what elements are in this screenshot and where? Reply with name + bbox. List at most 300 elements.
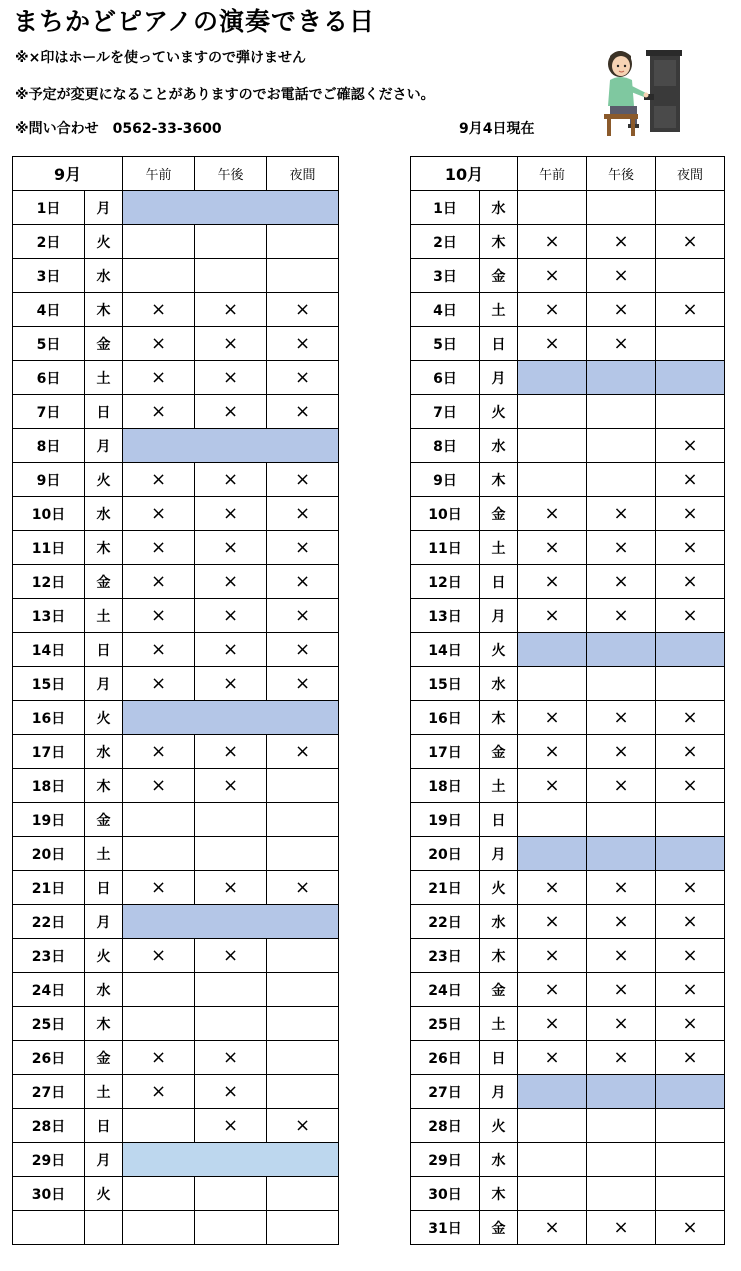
slot-am-cell (518, 463, 587, 497)
table-row (411, 531, 725, 565)
slot-am-cell: × (123, 565, 195, 599)
weekday-cell: 金 (85, 327, 123, 361)
slot-am-cell: × (123, 361, 195, 395)
day-cell: 9日 (411, 463, 480, 497)
day-cell: 25日 (13, 1007, 85, 1041)
slot-pm-cell (587, 667, 656, 701)
day-cell: 26日 (411, 1041, 480, 1075)
day-cell: 2日 (13, 225, 85, 259)
day-cell: 29日 (13, 1143, 85, 1177)
weekday-cell: 水 (480, 1143, 518, 1177)
table-row (13, 1177, 339, 1211)
slot-pm-cell: × (195, 939, 267, 973)
day-cell: 18日 (13, 769, 85, 803)
slot-pm-cell: × (195, 769, 267, 803)
table-row (411, 667, 725, 701)
table-row (411, 871, 725, 905)
slot-am-cell: × (123, 395, 195, 429)
slot-pm-cell: × (195, 327, 267, 361)
slot-am-cell (123, 1177, 195, 1211)
september-header-row (13, 157, 339, 191)
table-row (13, 1075, 339, 1109)
slot-am-cell: × (518, 905, 587, 939)
weekday-cell: 木 (480, 701, 518, 735)
slot-pm-cell (195, 225, 267, 259)
table-row (411, 293, 725, 327)
slot-am-cell: × (518, 225, 587, 259)
day-cell: 16日 (13, 701, 85, 735)
weekday-cell: 月 (480, 599, 518, 633)
day-cell: 20日 (13, 837, 85, 871)
table-row (13, 497, 339, 531)
slot-night-cell: × (656, 1041, 725, 1075)
weekday-cell: 月 (480, 837, 518, 871)
table-row (13, 599, 339, 633)
table-row (411, 259, 725, 293)
day-cell: 29日 (411, 1143, 480, 1177)
day-cell: 25日 (411, 1007, 480, 1041)
slot-am-cell: × (123, 769, 195, 803)
column-header: 夜間 (267, 157, 339, 191)
weekday-cell: 水 (480, 429, 518, 463)
table-row (13, 837, 339, 871)
day-cell: 11日 (411, 531, 480, 565)
slot-am-cell (518, 191, 587, 225)
slot-pm-cell: × (195, 565, 267, 599)
table-row (411, 225, 725, 259)
weekday-cell: 木 (480, 463, 518, 497)
weekday-cell: 火 (85, 225, 123, 259)
table-row (13, 1041, 339, 1075)
slot-am-cell (518, 803, 587, 837)
slot-night-cell (267, 1007, 339, 1041)
weekday-cell: 火 (480, 395, 518, 429)
slot-pm-cell: × (195, 293, 267, 327)
closed-day-cell (656, 361, 725, 395)
slot-am-cell: × (123, 735, 195, 769)
table-row (411, 973, 725, 1007)
weekday-cell: 木 (85, 1007, 123, 1041)
slot-night-cell (267, 769, 339, 803)
table-row (13, 191, 339, 225)
slot-am-cell: × (518, 293, 587, 327)
weekday-cell: 火 (85, 463, 123, 497)
day-cell: 17日 (13, 735, 85, 769)
slot-night-cell: × (267, 497, 339, 531)
day-cell: 6日 (411, 361, 480, 395)
note-contact-phone: ※問い合わせ 0562-33-3600 (15, 121, 222, 137)
table-row (411, 1177, 725, 1211)
slot-night-cell: × (656, 871, 725, 905)
day-cell: 23日 (13, 939, 85, 973)
weekday-cell: 日 (480, 803, 518, 837)
day-cell: 10日 (13, 497, 85, 531)
slot-night-cell: × (656, 905, 725, 939)
weekday-cell: 月 (85, 667, 123, 701)
table-row (13, 1007, 339, 1041)
weekday-cell: 土 (480, 293, 518, 327)
weekday-cell: 月 (85, 905, 123, 939)
day-cell: 4日 (13, 293, 85, 327)
closed-day-cell (123, 701, 339, 735)
note-cross-mark: ※×印はホールを使っていますので弾けません (15, 50, 307, 66)
table-row (13, 905, 339, 939)
table-row (411, 803, 725, 837)
weekday-cell: 木 (480, 225, 518, 259)
weekday-cell: 土 (85, 361, 123, 395)
table-row (13, 361, 339, 395)
slot-pm-cell: × (195, 531, 267, 565)
slot-am-cell: × (518, 1007, 587, 1041)
table-row (13, 939, 339, 973)
day-cell: 9日 (13, 463, 85, 497)
slot-night-cell: × (267, 667, 339, 701)
slot-am-cell: × (518, 769, 587, 803)
slot-night-cell: × (656, 497, 725, 531)
slot-pm-cell (587, 429, 656, 463)
day-cell: 30日 (411, 1177, 480, 1211)
slot-pm-cell (195, 803, 267, 837)
weekday-cell: 土 (85, 599, 123, 633)
day-cell: 28日 (411, 1109, 480, 1143)
weekday-cell: 月 (85, 429, 123, 463)
weekday-cell: 木 (480, 939, 518, 973)
slot-pm-cell (195, 1007, 267, 1041)
slot-pm-cell (195, 837, 267, 871)
slot-pm-cell: × (587, 1007, 656, 1041)
slot-am-cell: × (123, 497, 195, 531)
slot-night-cell (267, 1075, 339, 1109)
slot-am-cell: × (518, 599, 587, 633)
slot-night-cell: × (267, 361, 339, 395)
weekday-cell: 金 (85, 1041, 123, 1075)
slot-pm-cell: × (587, 939, 656, 973)
table-row (411, 599, 725, 633)
weekday-cell: 火 (480, 1109, 518, 1143)
weekday-cell: 日 (85, 1109, 123, 1143)
closed-day-cell (518, 361, 587, 395)
slot-pm-cell (587, 1143, 656, 1177)
slot-am-cell: × (123, 1041, 195, 1075)
day-cell: 21日 (13, 871, 85, 905)
slot-pm-cell: × (587, 497, 656, 531)
weekday-cell: 月 (85, 1143, 123, 1177)
slot-pm-cell: × (195, 599, 267, 633)
weekday-cell: 土 (480, 531, 518, 565)
weekday-cell: 金 (480, 497, 518, 531)
day-cell: 12日 (13, 565, 85, 599)
slot-am-cell: × (518, 871, 587, 905)
table-row (411, 1007, 725, 1041)
day-cell (13, 1211, 85, 1245)
day-cell: 8日 (411, 429, 480, 463)
day-cell: 8日 (13, 429, 85, 463)
table-row (411, 463, 725, 497)
closed-day-cell (518, 1075, 587, 1109)
day-cell: 2日 (411, 225, 480, 259)
slot-am-cell (518, 1177, 587, 1211)
slot-pm-cell: × (587, 769, 656, 803)
weekday-cell: 土 (480, 1007, 518, 1041)
slot-am-cell: × (518, 565, 587, 599)
slot-am-cell: × (518, 735, 587, 769)
slot-night-cell (656, 803, 725, 837)
day-cell: 24日 (411, 973, 480, 1007)
october-header-row (411, 157, 725, 191)
slot-am-cell: × (518, 259, 587, 293)
slot-am-cell: × (123, 531, 195, 565)
slot-am-cell (518, 1109, 587, 1143)
slot-pm-cell: × (587, 225, 656, 259)
slot-night-cell: × (656, 293, 725, 327)
slot-night-cell: × (656, 973, 725, 1007)
day-cell: 13日 (411, 599, 480, 633)
table-row (13, 531, 339, 565)
slot-pm-cell: × (195, 463, 267, 497)
slot-pm-cell: × (587, 327, 656, 361)
slot-night-cell (656, 259, 725, 293)
weekday-cell: 水 (480, 905, 518, 939)
slot-pm-cell: × (195, 497, 267, 531)
day-cell: 3日 (13, 259, 85, 293)
slot-am-cell (518, 1143, 587, 1177)
day-cell: 27日 (411, 1075, 480, 1109)
slot-am-cell: × (518, 939, 587, 973)
day-cell: 6日 (13, 361, 85, 395)
weekday-cell: 金 (480, 1211, 518, 1245)
slot-am-cell: × (123, 667, 195, 701)
weekday-cell: 水 (85, 259, 123, 293)
weekday-cell: 水 (85, 735, 123, 769)
weekday-cell: 日 (480, 1041, 518, 1075)
weekday-cell: 火 (85, 939, 123, 973)
slot-pm-cell: × (195, 667, 267, 701)
pianist-illustration-icon (598, 46, 682, 138)
day-cell: 24日 (13, 973, 85, 1007)
weekday-cell: 金 (85, 565, 123, 599)
slot-night-cell: × (267, 871, 339, 905)
slot-pm-cell: × (587, 701, 656, 735)
day-cell: 31日 (411, 1211, 480, 1245)
slot-night-cell: × (267, 531, 339, 565)
slot-am-cell: × (123, 463, 195, 497)
day-cell: 12日 (411, 565, 480, 599)
weekday-cell: 火 (85, 701, 123, 735)
slot-am-cell: × (518, 701, 587, 735)
weekday-cell: 土 (85, 1075, 123, 1109)
slot-am-cell: × (123, 293, 195, 327)
weekday-cell: 日 (85, 871, 123, 905)
weekday-cell: 火 (85, 1177, 123, 1211)
column-header: 午前 (123, 157, 195, 191)
day-cell: 14日 (411, 633, 480, 667)
page-title: まちかどピアノの演奏できる日 (13, 7, 376, 36)
slot-am-cell: × (123, 939, 195, 973)
slot-night-cell: × (267, 565, 339, 599)
slot-am-cell (123, 225, 195, 259)
table-row (13, 429, 339, 463)
slot-pm-cell: × (587, 973, 656, 1007)
day-cell: 22日 (411, 905, 480, 939)
table-row (13, 463, 339, 497)
table-row (13, 395, 339, 429)
weekday-cell: 日 (480, 327, 518, 361)
slot-night-cell: × (267, 463, 339, 497)
closed-day-cell (656, 1075, 725, 1109)
weekday-cell: 金 (480, 735, 518, 769)
weekday-cell: 月 (480, 361, 518, 395)
table-row (411, 939, 725, 973)
table-row (13, 667, 339, 701)
weekday-cell: 金 (480, 259, 518, 293)
table-row (411, 837, 725, 871)
slot-pm-cell: × (195, 1075, 267, 1109)
slot-pm-cell: × (195, 735, 267, 769)
slot-am-cell (518, 667, 587, 701)
slot-pm-cell: × (195, 1041, 267, 1075)
table-row (411, 701, 725, 735)
column-header: 午前 (518, 157, 587, 191)
day-cell: 7日 (411, 395, 480, 429)
day-cell: 19日 (13, 803, 85, 837)
day-cell: 5日 (13, 327, 85, 361)
slot-night-cell: × (267, 599, 339, 633)
slot-pm-cell (195, 973, 267, 1007)
table-row (411, 327, 725, 361)
october-schedule-table (410, 156, 725, 1245)
slot-night-cell: × (656, 599, 725, 633)
table-row (13, 327, 339, 361)
day-cell: 4日 (411, 293, 480, 327)
slot-night-cell (267, 259, 339, 293)
slot-night-cell (267, 1177, 339, 1211)
slot-night-cell (267, 973, 339, 1007)
table-row (13, 1143, 339, 1177)
slot-pm-cell: × (195, 633, 267, 667)
closed-day-cell (518, 837, 587, 871)
closed-day-cell (518, 633, 587, 667)
weekday-cell: 火 (480, 633, 518, 667)
closed-day-cell (123, 429, 339, 463)
table-row (411, 735, 725, 769)
weekday-cell: 日 (85, 395, 123, 429)
slot-night-cell: × (267, 395, 339, 429)
weekday-cell: 日 (480, 565, 518, 599)
table-row (13, 633, 339, 667)
closed-day-cell (123, 1143, 339, 1177)
closed-day-cell (587, 1075, 656, 1109)
note-schedule-change: ※予定が変更になることがありますのでお電話でご確認ください。 (15, 87, 435, 103)
day-cell: 5日 (411, 327, 480, 361)
month-label: 9月 (13, 157, 123, 191)
day-cell: 1日 (411, 191, 480, 225)
table-row (13, 769, 339, 803)
slot-pm-cell: × (587, 735, 656, 769)
slot-am-cell (123, 837, 195, 871)
slot-am-cell (123, 1007, 195, 1041)
slot-night-cell (656, 191, 725, 225)
slot-pm-cell (587, 1109, 656, 1143)
slot-pm-cell: × (195, 395, 267, 429)
day-cell: 20日 (411, 837, 480, 871)
day-cell: 18日 (411, 769, 480, 803)
slot-night-cell: × (656, 939, 725, 973)
weekday-cell: 木 (85, 531, 123, 565)
table-row (13, 225, 339, 259)
slot-night-cell (656, 1177, 725, 1211)
table-row (411, 1075, 725, 1109)
slot-night-cell: × (656, 701, 725, 735)
table-row (13, 735, 339, 769)
closed-day-cell (123, 191, 339, 225)
closed-day-cell (587, 633, 656, 667)
slot-am-cell: × (123, 599, 195, 633)
table-row (411, 395, 725, 429)
slot-night-cell: × (267, 1109, 339, 1143)
weekday-cell: 木 (85, 293, 123, 327)
weekday-cell: 金 (85, 803, 123, 837)
slot-pm-cell: × (195, 871, 267, 905)
table-row (13, 803, 339, 837)
slot-am-cell (518, 429, 587, 463)
day-cell: 16日 (411, 701, 480, 735)
slot-am-cell (518, 395, 587, 429)
table-row (411, 905, 725, 939)
weekday-cell: 木 (480, 1177, 518, 1211)
slot-am-cell: × (518, 973, 587, 1007)
day-cell: 26日 (13, 1041, 85, 1075)
day-cell: 1日 (13, 191, 85, 225)
slot-am-cell: × (518, 1211, 587, 1245)
slot-am-cell: × (518, 497, 587, 531)
day-cell: 17日 (411, 735, 480, 769)
slot-am-cell: × (123, 1075, 195, 1109)
weekday-cell: 水 (480, 191, 518, 225)
table-row (411, 361, 725, 395)
september-schedule-table (12, 156, 339, 1245)
weekday-cell: 水 (85, 973, 123, 1007)
table-row (411, 565, 725, 599)
slot-pm-cell: × (195, 1109, 267, 1143)
slot-am-cell (123, 803, 195, 837)
table-row (13, 259, 339, 293)
slot-am-cell (123, 259, 195, 293)
table-row (13, 293, 339, 327)
table-row (411, 1109, 725, 1143)
table-row (13, 871, 339, 905)
slot-am-cell: × (123, 871, 195, 905)
slot-night-cell: × (656, 769, 725, 803)
slot-pm-cell: × (587, 293, 656, 327)
slot-night-cell (267, 1041, 339, 1075)
as-of-date: 9月4日現在 (459, 121, 535, 137)
slot-pm-cell: × (587, 599, 656, 633)
weekday-cell: 水 (85, 497, 123, 531)
slot-pm-cell (587, 1177, 656, 1211)
slot-night-cell: × (656, 1007, 725, 1041)
slot-pm-cell: × (587, 531, 656, 565)
slot-night-cell: × (267, 293, 339, 327)
day-cell: 19日 (411, 803, 480, 837)
slot-night-cell (267, 225, 339, 259)
column-header: 午後 (195, 157, 267, 191)
slot-night-cell: × (267, 633, 339, 667)
slot-pm-cell: × (195, 361, 267, 395)
slot-am-cell (123, 1211, 195, 1245)
slot-pm-cell (587, 191, 656, 225)
day-cell: 22日 (13, 905, 85, 939)
table-row (411, 191, 725, 225)
